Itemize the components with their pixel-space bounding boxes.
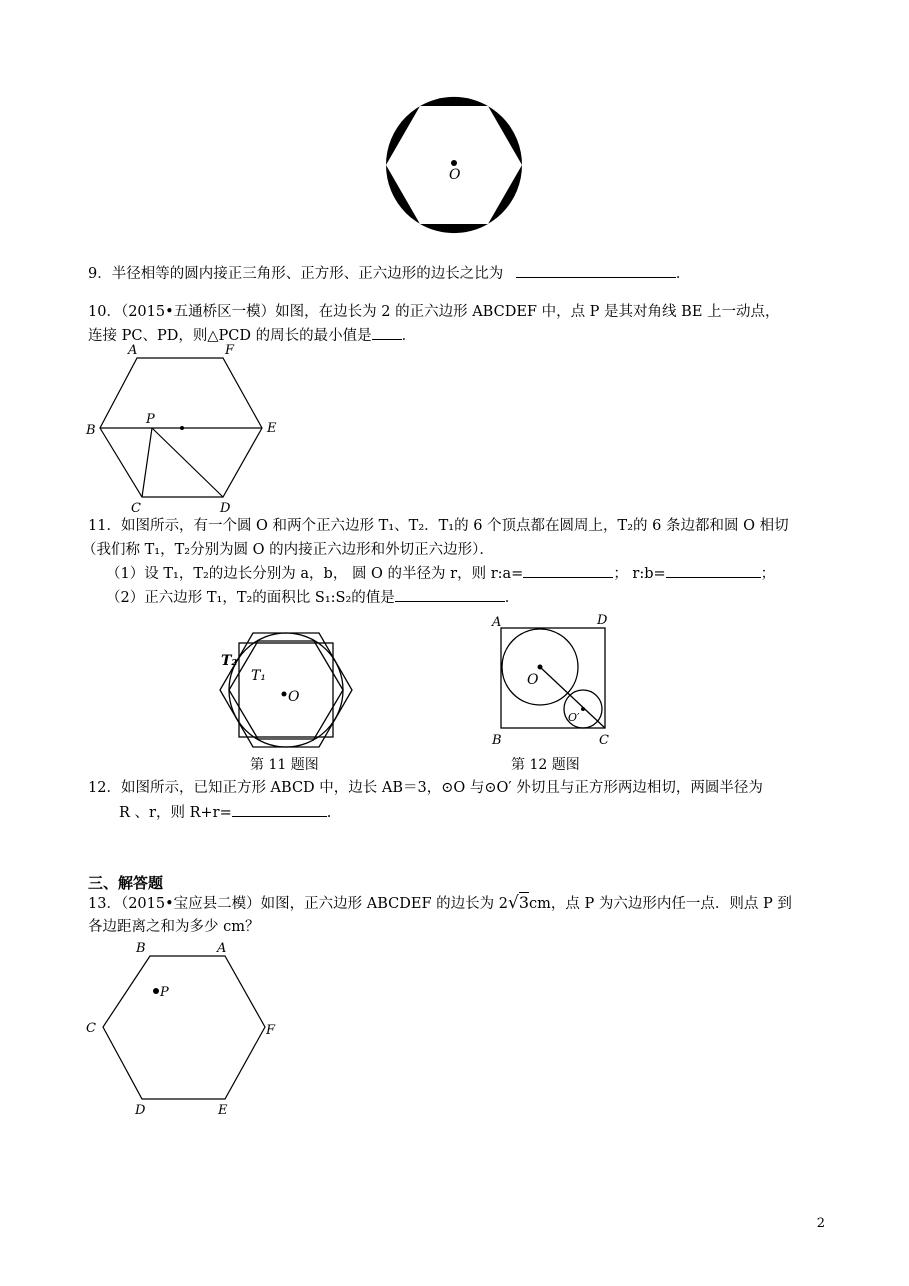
label-E: E <box>267 421 277 436</box>
label-A: A <box>128 343 138 358</box>
sqrt-symbol: √ <box>507 893 519 913</box>
segment-PD <box>152 428 223 497</box>
question-11-line1: 11．如图所示，有一个圆 O 和两个正六边形 T₁、T₂．T₁的 6 个顶点都在圆周上，T₂的 6 条边都和圆 O 相切 <box>88 518 789 534</box>
label-D: D <box>135 1103 146 1118</box>
q12-figure <box>487 608 622 750</box>
q12-answer-blank[interactable] <box>232 802 327 817</box>
hexagon-T1 <box>229 641 343 739</box>
question-10-line2: 连接 PC、PD，则△PCD 的周长的最小值是 ． <box>88 325 416 346</box>
question-13-line1: 13．（2015•宝应县二模）如图，正六边形 ABCDEF 的边长为 2√3cm，点 P 为六边形内任一点．则点 P 到 <box>88 893 792 913</box>
section-heading: 三、解答题 <box>88 874 164 892</box>
label-C: C <box>131 501 141 516</box>
q11-figure <box>215 630 360 755</box>
question-13-line2: 各边距离之和为多少 cm？ <box>88 919 260 935</box>
q9-text: 9．半径相等的圆内接正三角形、正方形、正六边形的边长之比为 <box>88 266 504 282</box>
question-11-line2: （我们称 T₁，T₂分别为圆 O 的内接正六边形和外切正六边形）． <box>82 542 494 558</box>
question-10-line1: 10．（2015•五通桥区一模）如图，在边长为 2 的正六边形 ABCDEF 中，点 P 是其对角线 BE 上一动点， <box>88 304 780 320</box>
circle-O <box>229 633 343 747</box>
label-T1: T₁ <box>251 668 266 684</box>
label-C: C <box>86 1021 96 1036</box>
label-B: B <box>86 423 96 438</box>
label-B: B <box>492 733 502 748</box>
question-11-sub2: （2）正六边形 T₁，T₂的面积比 S₁:S₂的值是 ． <box>106 587 519 608</box>
question-12-line2: R 、r，则 R+r= . <box>119 802 331 823</box>
label-C: C <box>599 733 609 748</box>
center-dot <box>180 426 184 430</box>
page-number: 2 <box>816 1216 825 1231</box>
q11-rb-blank[interactable] <box>666 563 761 578</box>
label-O: O <box>449 167 461 183</box>
label-A: A <box>492 615 502 630</box>
center-point <box>282 692 287 697</box>
label-E: E <box>218 1103 228 1118</box>
q11-area-blank[interactable] <box>395 587 505 602</box>
label-A: A <box>217 941 227 956</box>
label-D: D <box>220 501 231 516</box>
q10-figure <box>80 340 290 520</box>
hexagon-ABCDEF <box>103 956 265 1099</box>
point-P <box>153 988 159 994</box>
label-B: B <box>136 941 146 956</box>
label-P: P <box>160 985 169 1000</box>
question-9: 9．半径相等的圆内接正三角形、正方形、正六边形的边长之比为 ． <box>88 263 690 284</box>
segment-PC <box>142 428 152 497</box>
label-O: O <box>288 689 300 705</box>
q11-caption: 第 11 题图 <box>250 757 319 773</box>
question-11-sub1: （1）设 T₁，T₂的边长分别为 a，b， 圆 O 的半径为 r，则 r:a= ； r:b= ； <box>106 563 775 584</box>
label-O: O <box>527 672 539 688</box>
inner-square <box>239 643 333 737</box>
label-F: F <box>266 1023 276 1038</box>
hexagon-T2 <box>220 633 352 747</box>
label-O-prime: O′ <box>568 711 580 724</box>
label-P: P <box>146 412 155 427</box>
q12-caption: 第 12 题图 <box>511 757 580 773</box>
q8-figure <box>380 95 530 235</box>
label-D: D <box>597 613 608 628</box>
question-12-line1: 12．如图所示，已知正方形 ABCD 中，边长 AB＝3，⊙O 与⊙O′ 外切且与正方形两边相切，两圆半径为 <box>88 780 763 796</box>
q13-figure <box>80 937 285 1122</box>
label-F: F <box>225 343 235 358</box>
q9-answer-blank[interactable] <box>516 263 676 278</box>
center-point <box>451 160 457 166</box>
q11-ra-blank[interactable] <box>523 563 613 578</box>
q10-answer-blank[interactable] <box>372 325 402 340</box>
label-T2: T₂ <box>221 653 238 669</box>
